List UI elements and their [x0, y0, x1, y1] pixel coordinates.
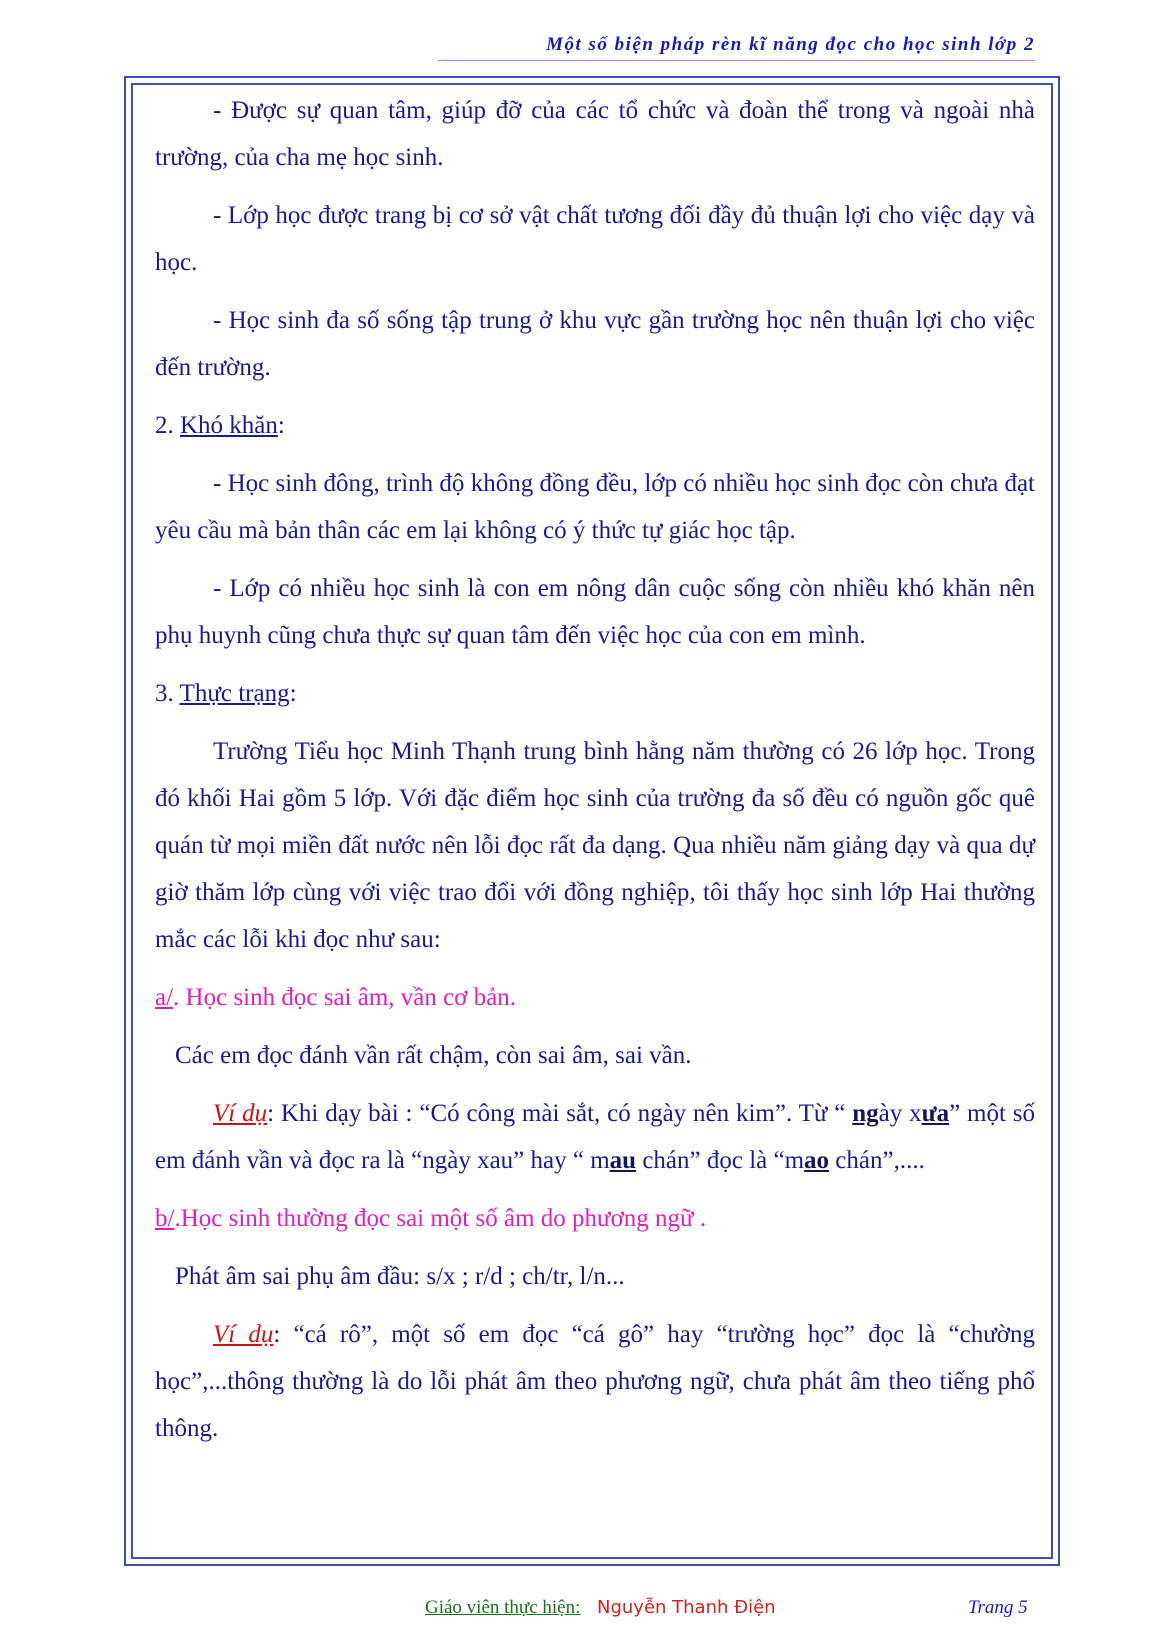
paragraph-difficulty-1: - Học sinh đông, trình độ không đồng đều, lớp có nhiều học sinh đọc còn chưa đạt yêu cầu mà bản thân các em lại không có ý thức tự giác học tập.	[155, 470, 1035, 544]
paragraph-situation: Trường Tiểu học Minh Thạnh trung bình hằng năm thường có 26 lớp học. Trong đó khối Hai gồm 5 lớp. Với đặc điểm học sinh của trường đa số đều có nguồn gốc quê quán từ mọi miền đất nước nên lỗi đọc rất đa dạng. Qua nhiều năm giảng dạy và qua dự giờ thăm lớp cùng với việc trao đổi với đồng nghiệp, tôi thấy học sinh lớp Hai thường mắc các lỗi khi đọc như sau:	[155, 738, 1035, 953]
section-heading-difficulties: 2. Khó khăn:	[155, 412, 285, 439]
paragraph-example-2: Ví dụ: “cá rô”, một số em đọc “cá gô” hay “trường học” đọc là “chường học”,...thông thường là do lỗi phát âm theo phương ngữ, chưa phát âm theo tiếng phổ thông.	[155, 1321, 1036, 1442]
paragraph-example-1: Ví dụ: Khi dạy bài : “Có công mài sắt, có ngày nên kim”. Từ “ ngày xưa” một số em đánh vần và đọc ra là “ngày xau” hay “ mau chán” đọc là “mao chán”,....	[155, 1100, 1036, 1174]
paragraph-b-description: Phát âm sai phụ âm đầu: s/x ; r/d ; ch/tr, l/n...	[175, 1263, 625, 1290]
paragraph-advantage-1: - Được sự quan tâm, giúp đỡ của các tổ chức và đoàn thể trong và ngoài nhà trường, của cha mẹ học sinh.	[155, 97, 1035, 171]
footer-teacher-label: Giáo viên thực hiện:	[425, 1597, 581, 1618]
paragraph-a-description: Các em đọc đánh vần rất chậm, còn sai âm, sai vần.	[175, 1042, 692, 1069]
subheading-b: b/.Học sinh thường đọc sai một số âm do phương ngữ .	[155, 1205, 707, 1232]
section-heading-situation: 3. Thực trạng:	[155, 680, 297, 707]
paragraph-advantage-2: - Lớp học được trang bị cơ sở vật chất tương đối đầy đủ thuận lợi cho việc dạy và học.	[155, 202, 1035, 276]
paragraph-difficulty-2: - Lớp có nhiều học sinh là con em nông dân cuộc sống còn nhiều khó khăn nên phụ huynh cũng chưa thực sự quan tâm đến việc học của con em mình.	[155, 575, 1035, 649]
footer-teacher-name: Nguyễn Thanh Điện	[597, 1597, 776, 1618]
subheading-a: a/. Học sinh đọc sai âm, vần cơ bản.	[155, 984, 517, 1011]
header-divider	[438, 60, 1035, 61]
page-header-title: Một số biện pháp rèn kĩ năng đọc cho học sinh lớp 2	[546, 34, 1035, 55]
footer-page-number: Trang 5	[968, 1597, 1028, 1618]
document-body	[155, 87, 1035, 1463]
paragraph-advantage-3: - Học sinh đa số sống tập trung ở khu vực gần trường học nên thuận lợi cho việc đến trường.	[155, 307, 1035, 381]
